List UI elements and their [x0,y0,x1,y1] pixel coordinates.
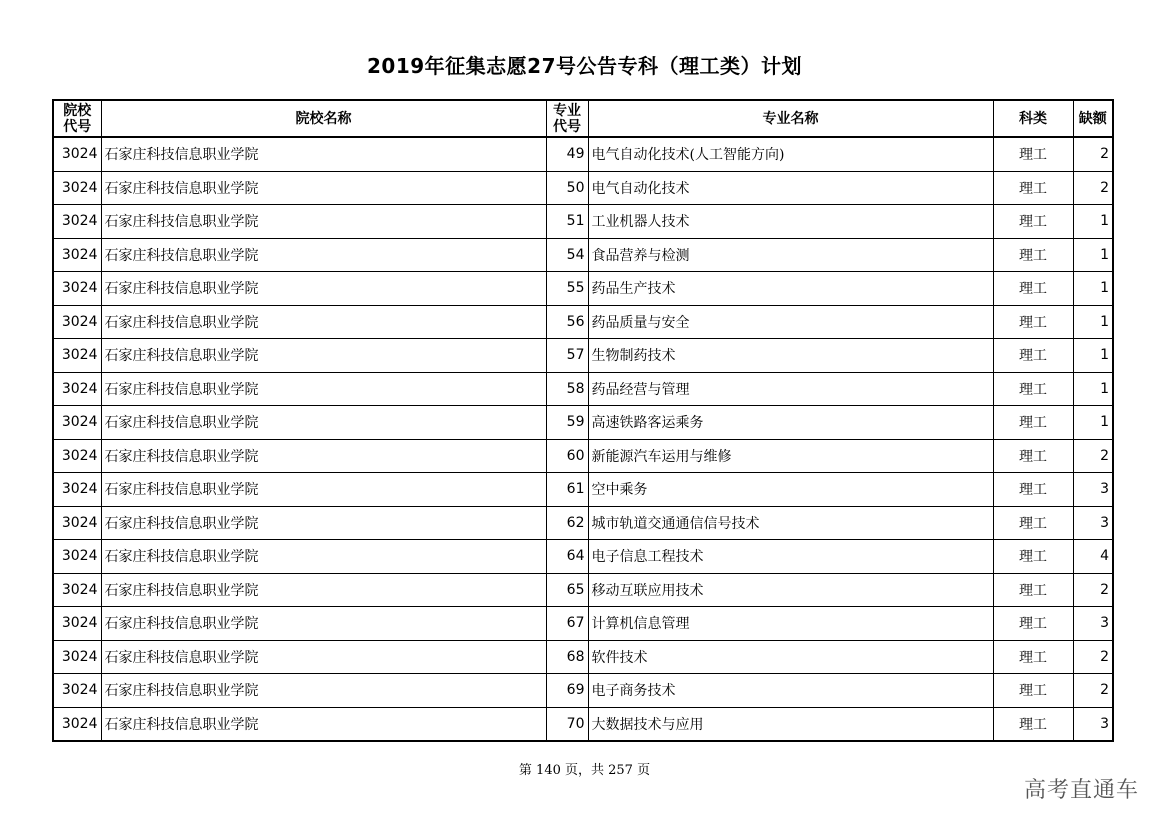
school-name-cell: 石家庄科技信息职业学院 [101,171,546,205]
major-name-cell: 高速铁路客运乘务 [588,406,993,440]
category-cell: 理工 [993,238,1073,272]
school-code-cell: 3024 [53,640,101,674]
school-name-cell: 石家庄科技信息职业学院 [101,506,546,540]
category-cell: 理工 [993,439,1073,473]
school-name-cell: 石家庄科技信息职业学院 [101,707,546,741]
header-school-name: 院校名称 [101,100,546,137]
table-header-row [53,100,1113,137]
school-code-cell: 3024 [53,707,101,741]
category-cell: 理工 [993,205,1073,239]
category-cell: 理工 [993,272,1073,306]
major-code-cell: 59 [546,406,588,440]
table-row [53,439,1113,473]
major-name-cell: 新能源汽车运用与维修 [588,439,993,473]
school-name-cell: 石家庄科技信息职业学院 [101,305,546,339]
school-name-cell: 石家庄科技信息职业学院 [101,674,546,708]
major-code-cell: 67 [546,607,588,641]
school-code-cell: 3024 [53,540,101,574]
school-code-cell: 3024 [53,171,101,205]
quota-cell: 3 [1073,506,1113,540]
table-row [53,506,1113,540]
quota-cell: 2 [1073,640,1113,674]
major-name-cell: 生物制药技术 [588,339,993,373]
major-name-cell: 电气自动化技术 [588,171,993,205]
major-name-cell: 城市轨道交通通信信号技术 [588,506,993,540]
major-code-cell: 56 [546,305,588,339]
table-row [53,640,1113,674]
major-code-cell: 58 [546,372,588,406]
school-code-cell: 3024 [53,473,101,507]
table-row [53,272,1113,306]
table-row [53,305,1113,339]
school-name-cell: 石家庄科技信息职业学院 [101,272,546,306]
table-row [53,339,1113,373]
enrollment-plan-table [52,99,1114,742]
table-row [53,137,1113,171]
table-row [53,473,1113,507]
school-name-cell: 石家庄科技信息职业学院 [101,238,546,272]
quota-cell: 3 [1073,707,1113,741]
school-code-cell: 3024 [53,305,101,339]
quota-cell: 1 [1073,238,1113,272]
category-cell: 理工 [993,506,1073,540]
school-code-cell: 3024 [53,205,101,239]
major-code-cell: 57 [546,339,588,373]
major-code-cell: 50 [546,171,588,205]
school-code-cell: 3024 [53,272,101,306]
school-code-cell: 3024 [53,406,101,440]
category-cell: 理工 [993,305,1073,339]
school-code-cell: 3024 [53,607,101,641]
watermark: 高考直通车 [1023,778,1139,803]
quota-cell: 1 [1073,339,1113,373]
header-major-code: 专业代号 [546,100,588,137]
major-code-cell: 62 [546,506,588,540]
category-cell: 理工 [993,707,1073,741]
category-cell: 理工 [993,607,1073,641]
table-row [53,607,1113,641]
quota-cell: 4 [1073,540,1113,574]
table-row [53,171,1113,205]
major-code-cell: 69 [546,674,588,708]
major-code-cell: 68 [546,640,588,674]
page-footer: 第 140 页，共 257 页 [518,763,651,778]
table-row [53,674,1113,708]
school-name-cell: 石家庄科技信息职业学院 [101,205,546,239]
category-cell: 理工 [993,406,1073,440]
quota-cell: 1 [1073,272,1113,306]
category-cell: 理工 [993,372,1073,406]
quota-cell: 1 [1073,205,1113,239]
major-code-cell: 55 [546,272,588,306]
category-cell: 理工 [993,573,1073,607]
school-name-cell: 石家庄科技信息职业学院 [101,540,546,574]
quota-cell: 2 [1073,573,1113,607]
major-code-cell: 64 [546,540,588,574]
major-code-cell: 51 [546,205,588,239]
school-code-cell: 3024 [53,372,101,406]
category-cell: 理工 [993,171,1073,205]
major-name-cell: 软件技术 [588,640,993,674]
major-name-cell: 药品经营与管理 [588,372,993,406]
quota-cell: 2 [1073,171,1113,205]
major-name-cell: 工业机器人技术 [588,205,993,239]
major-name-cell: 大数据技术与应用 [588,707,993,741]
quota-cell: 1 [1073,372,1113,406]
table-row [53,707,1113,741]
school-name-cell: 石家庄科技信息职业学院 [101,372,546,406]
major-code-cell: 65 [546,573,588,607]
quota-cell: 1 [1073,406,1113,440]
school-name-cell: 石家庄科技信息职业学院 [101,439,546,473]
school-code-cell: 3024 [53,439,101,473]
header-major-name: 专业名称 [588,100,993,137]
school-name-cell: 石家庄科技信息职业学院 [101,640,546,674]
major-name-cell: 食品营养与检测 [588,238,993,272]
major-code-cell: 70 [546,707,588,741]
category-cell: 理工 [993,540,1073,574]
school-name-cell: 石家庄科技信息职业学院 [101,137,546,171]
major-name-cell: 药品质量与安全 [588,305,993,339]
category-cell: 理工 [993,640,1073,674]
major-name-cell: 空中乘务 [588,473,993,507]
school-name-cell: 石家庄科技信息职业学院 [101,406,546,440]
major-name-cell: 计算机信息管理 [588,607,993,641]
major-name-cell: 电子信息工程技术 [588,540,993,574]
table-row [53,406,1113,440]
major-code-cell: 54 [546,238,588,272]
category-cell: 理工 [993,473,1073,507]
school-code-cell: 3024 [53,506,101,540]
major-name-cell: 药品生产技术 [588,272,993,306]
major-code-cell: 60 [546,439,588,473]
major-name-cell: 移动互联应用技术 [588,573,993,607]
category-cell: 理工 [993,674,1073,708]
school-code-cell: 3024 [53,137,101,171]
school-name-cell: 石家庄科技信息职业学院 [101,473,546,507]
quota-cell: 3 [1073,473,1113,507]
school-code-cell: 3024 [53,573,101,607]
school-code-cell: 3024 [53,238,101,272]
header-category: 科类 [993,100,1073,137]
header-school-code: 院校代号 [53,100,101,137]
quota-cell: 2 [1073,674,1113,708]
quota-cell: 3 [1073,607,1113,641]
school-name-cell: 石家庄科技信息职业学院 [101,339,546,373]
category-cell: 理工 [993,137,1073,171]
table-row [53,573,1113,607]
major-name-cell: 电子商务技术 [588,674,993,708]
header-quota: 缺额 [1073,100,1113,137]
table-row [53,540,1113,574]
table-row [53,372,1113,406]
major-code-cell: 49 [546,137,588,171]
table-body [53,137,1113,741]
major-name-cell: 电气自动化技术(人工智能方向) [588,137,993,171]
school-code-cell: 3024 [53,339,101,373]
page-title: 2019年征集志愿27号公告专科（理工类）计划 [367,54,802,78]
table-row [53,238,1113,272]
quota-cell: 2 [1073,439,1113,473]
major-code-cell: 61 [546,473,588,507]
table-row [53,205,1113,239]
quota-cell: 1 [1073,305,1113,339]
school-name-cell: 石家庄科技信息职业学院 [101,607,546,641]
quota-cell: 2 [1073,137,1113,171]
school-code-cell: 3024 [53,674,101,708]
category-cell: 理工 [993,339,1073,373]
school-name-cell: 石家庄科技信息职业学院 [101,573,546,607]
